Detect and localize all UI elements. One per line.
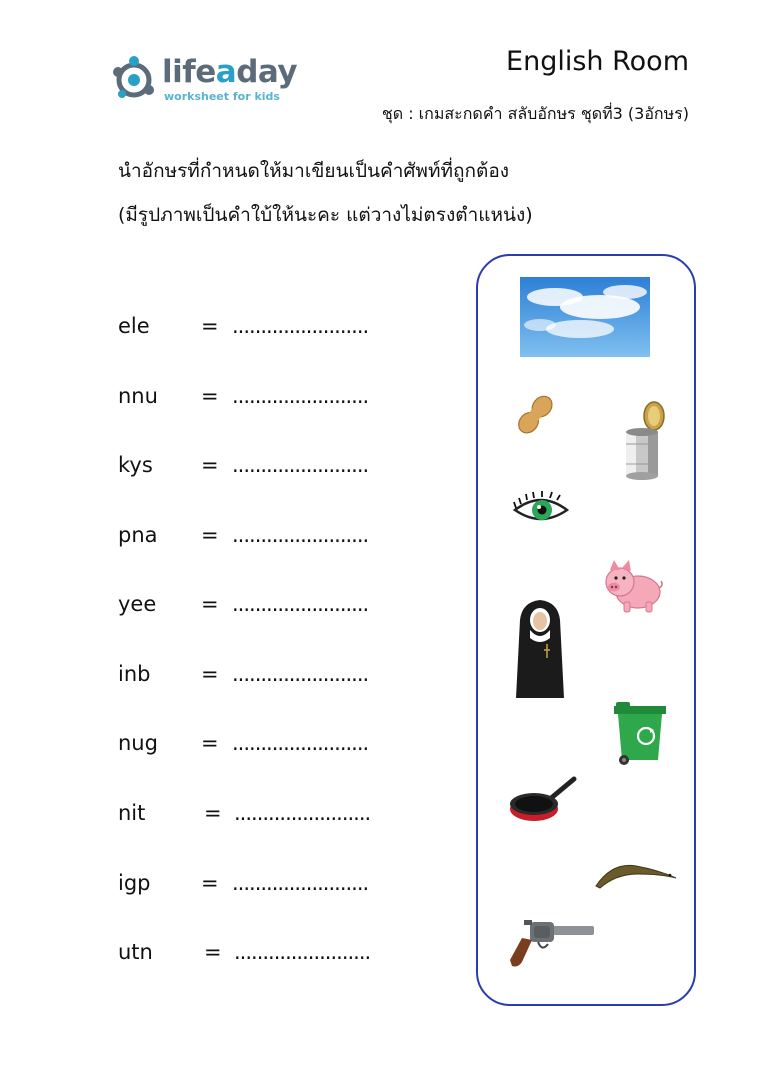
frying-pan-icon bbox=[508, 775, 578, 825]
equals-sign: = bbox=[201, 662, 219, 686]
answer-blank[interactable]: ........................ bbox=[232, 662, 369, 686]
logo-wordmark: lifeaday bbox=[162, 54, 298, 90]
instruction-line-1: นำอักษรที่กำหนดให้มาเขียนเป็นคำศัพท์ที่ถูกต้อง bbox=[118, 160, 510, 182]
answer-blank[interactable]: ........................ bbox=[232, 731, 369, 755]
scrambled-word: ele bbox=[118, 314, 150, 338]
picture-hint-panel bbox=[476, 254, 696, 1006]
nun-icon bbox=[512, 598, 568, 700]
scrambled-word: nug bbox=[118, 731, 158, 755]
scrambled-word: pna bbox=[118, 523, 158, 547]
answer-blank[interactable]: ........................ bbox=[232, 592, 369, 616]
answer-blank[interactable]: ........................ bbox=[234, 801, 371, 825]
tin-can-icon bbox=[622, 400, 670, 482]
scrambled-word: yee bbox=[118, 592, 157, 616]
scrambled-word: kys bbox=[118, 453, 153, 477]
logo bbox=[112, 52, 312, 112]
worksheet-subtitle: ชุด : เกมสะกดคำ สลับอักษร ชุดที่3 (3อักษร) bbox=[381, 104, 689, 123]
pig-icon bbox=[602, 558, 664, 616]
equals-sign: = bbox=[201, 592, 219, 616]
logo-molecule-icon bbox=[112, 54, 158, 104]
answer-blank[interactable]: ........................ bbox=[232, 453, 369, 477]
eye-icon bbox=[512, 488, 570, 530]
answer-blank[interactable]: ........................ bbox=[232, 523, 369, 547]
sky-icon bbox=[520, 277, 650, 357]
answer-blank[interactable]: ........................ bbox=[232, 384, 369, 408]
gun-icon bbox=[508, 918, 596, 970]
equals-sign: = bbox=[201, 523, 219, 547]
scrambled-word: nit bbox=[118, 801, 146, 825]
page-title: English Room bbox=[506, 46, 689, 77]
equals-sign: = bbox=[201, 871, 219, 895]
scrambled-word: inb bbox=[118, 662, 151, 686]
trash-bin-icon bbox=[612, 700, 668, 766]
equals-sign: = bbox=[201, 731, 219, 755]
eel-icon bbox=[592, 852, 680, 890]
equals-sign: = bbox=[204, 940, 222, 964]
scrambled-word: nnu bbox=[118, 384, 158, 408]
equals-sign: = bbox=[201, 384, 219, 408]
scrambled-word: utn bbox=[118, 940, 153, 964]
instruction-line-2: (มีรูปภาพเป็นคำใบ้ให้นะคะ แต่วางไม่ตรงตำแหน่ง) bbox=[118, 204, 533, 226]
answer-blank[interactable]: ........................ bbox=[232, 314, 369, 338]
answer-blank[interactable]: ........................ bbox=[234, 940, 371, 964]
answer-blank[interactable]: ........................ bbox=[232, 871, 369, 895]
logo-tagline: worksheet for kids bbox=[164, 90, 280, 103]
peanut-icon bbox=[512, 392, 558, 438]
equals-sign: = bbox=[201, 453, 219, 477]
scrambled-word: igp bbox=[118, 871, 151, 895]
equals-sign: = bbox=[201, 314, 219, 338]
equals-sign: = bbox=[204, 801, 222, 825]
